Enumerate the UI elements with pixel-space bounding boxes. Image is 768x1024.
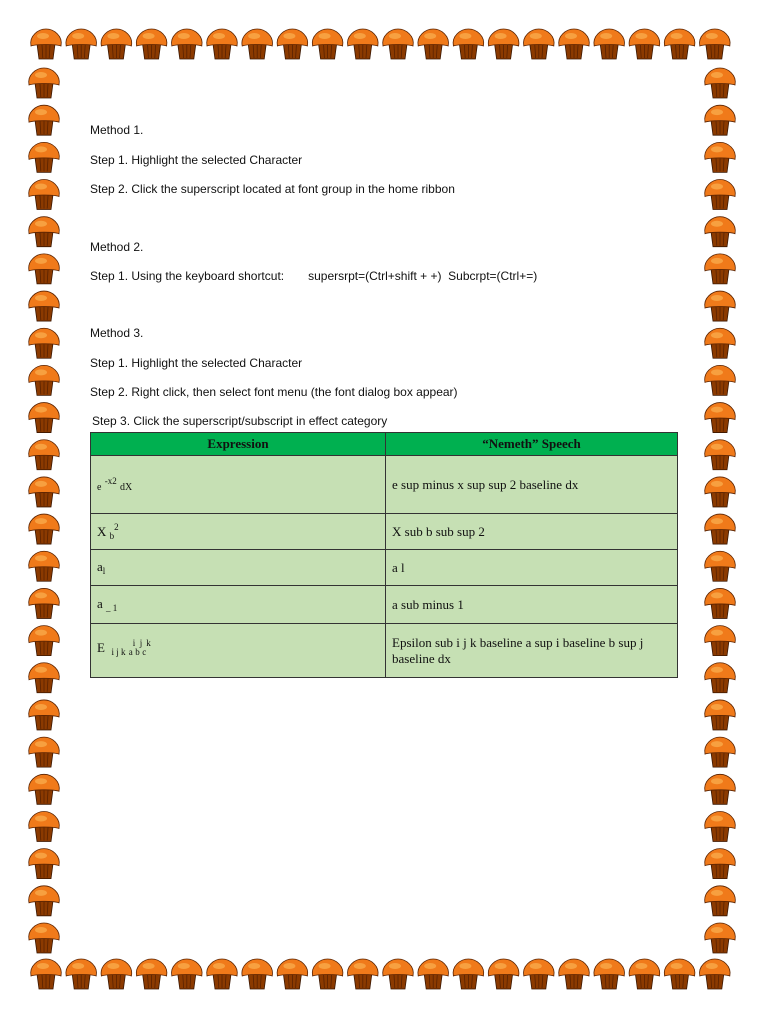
speech-cell: e sup minus x sup sup 2 baseline dx [386,456,678,514]
muffin-icon [29,811,60,841]
muffin-icon [524,29,555,59]
speech-cell: X sub b sub sup 2 [386,514,678,550]
method3-heading: Method 3. [90,326,144,340]
muffin-icon [29,180,60,210]
muffin-icon [705,365,736,395]
muffin-icon [29,774,60,804]
table-row [91,586,678,624]
muffin-icon [705,737,736,767]
muffin-icon [705,105,736,135]
muffin-icon [136,29,167,59]
method3-step3: Step 3. Click the superscript/subscript in effect category [92,414,388,428]
muffin-icon [136,959,167,989]
table-row [91,550,678,586]
shortcut-subscript: Subcrpt=(Ctrl+=) [448,269,538,283]
table-row [91,456,678,514]
muffin-icon [705,68,736,98]
muffin-icon [29,663,60,693]
muffin-icon [705,180,736,210]
muffin-icon [705,440,736,470]
muffin-icon [383,29,414,59]
muffin-icon [700,959,731,989]
muffin-icon [705,700,736,730]
muffin-icon [66,959,97,989]
muffin-icon [705,142,736,172]
muffin-icon [705,477,736,507]
muffin-icon [705,811,736,841]
muffin-icon [29,217,60,247]
muffin-icon [29,700,60,730]
method3-step2: Step 2. Right click, then select font menu (the font dialog box appear) [90,385,458,399]
muffin-icon [383,959,414,989]
muffin-icon [700,29,731,59]
muffin-icon [29,403,60,433]
muffin-icon [559,959,590,989]
muffin-icon [418,959,449,989]
muffin-icon [101,959,132,989]
method1-heading: Method 1. [90,123,144,137]
muffin-icon [66,29,97,59]
muffin-icon [29,849,60,879]
muffin-icon [664,959,695,989]
muffin-icon [29,291,60,321]
muffin-icon [29,551,60,581]
method3-step1: Step 1. Highlight the selected Character [90,356,303,370]
muffin-icon [705,923,736,953]
muffin-icon [629,959,660,989]
muffin-icon [348,959,379,989]
expression-cell: $a_l$ [91,550,386,586]
muffin-icon [524,959,555,989]
speech-cell: Epsilon sub i j k baseline a sup i baseline b sup j baseline dx [386,624,678,678]
muffin-icon [172,959,203,989]
muffin-icon [29,588,60,618]
muffin-icon [418,29,449,59]
muffin-icon [705,254,736,284]
muffin-icon [705,849,736,879]
muffin-icon [664,29,695,59]
muffin-icon [29,440,60,470]
muffin-icon [29,737,60,767]
muffin-icon [705,588,736,618]
speech-cell: a sub minus 1 [386,586,678,624]
muffin-icon [242,959,273,989]
muffin-icon [29,68,60,98]
method2-heading: Method 2. [90,240,144,254]
muffin-icon [312,959,343,989]
muffin-icon [172,29,203,59]
expression-cell: E $_{i j k}$ $_a^i_b^j_c^k$ [91,624,386,678]
muffin-icon [207,29,238,59]
method1-step2: Step 2. Click the superscript located at font group in the home ribbon [90,182,455,196]
muffin-icon [29,514,60,544]
muffin-icon [101,29,132,59]
muffin-icon [705,626,736,656]
muffin-icon [453,29,484,59]
muffin-icon [705,551,736,581]
muffin-icon [348,29,379,59]
muffin-icon [29,254,60,284]
muffin-icon [29,923,60,953]
expression-cell: a $_{\_ 1}$ [91,586,386,624]
muffin-icon [29,365,60,395]
muffin-icon [31,29,62,59]
nemeth-table [90,432,678,678]
expression-cell: X $_b^2$ [91,514,386,550]
muffin-icon [488,29,519,59]
muffin-icon [29,626,60,656]
expression-cell: e $^{-x2}$ dX [91,456,386,514]
muffin-icon [705,663,736,693]
method2-step1 [90,269,537,283]
table-header-row [91,433,678,456]
muffin-icon [705,291,736,321]
muffin-icon [242,29,273,59]
header-expression: Expression [91,433,386,456]
muffin-icon [29,477,60,507]
muffin-icon [629,29,660,59]
muffin-icon [207,959,238,989]
muffin-icon [312,29,343,59]
header-speech: “Nemeth” Speech [386,433,678,456]
muffin-icon [594,29,625,59]
muffin-icon [29,142,60,172]
table-row [91,624,678,678]
muffin-icon [705,328,736,358]
speech-cell: a l [386,550,678,586]
shortcut-superscript: supersrpt=(Ctrl+shift + +) [308,269,442,283]
muffin-icon [705,514,736,544]
muffin-icon [277,29,308,59]
muffin-icon [31,959,62,989]
muffin-icon [453,959,484,989]
muffin-icon [705,403,736,433]
muffin-icon [29,105,60,135]
muffin-icon [705,886,736,916]
muffin-icon [29,886,60,916]
muffin-icon [277,959,308,989]
muffin-icon [705,217,736,247]
muffin-icon [705,774,736,804]
muffin-icon [488,959,519,989]
table-row [91,514,678,550]
muffin-icon [559,29,590,59]
muffin-icon [29,328,60,358]
method2-step1-label: Step 1. Using the keyboard shortcut: [90,269,285,283]
method1-step1: Step 1. Highlight the selected Character [90,153,303,167]
muffin-icon [594,959,625,989]
